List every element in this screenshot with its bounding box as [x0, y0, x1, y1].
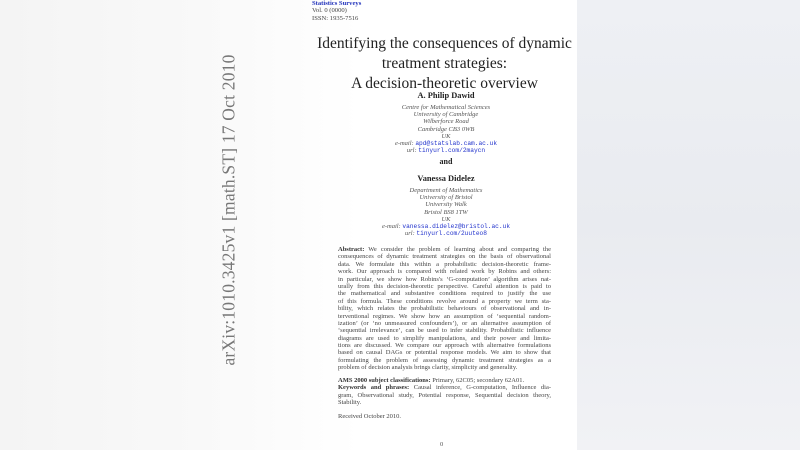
abstract-line: based on causal DAGs or potential response models. We aim to show that: [338, 349, 551, 357]
affiliation-line: Cambridge CB3 0WB: [417, 125, 475, 133]
abstract-line: ‘sequential irrelevance’, can be used to infer stability. Probabilistic influence: [338, 327, 551, 335]
email-link[interactable]: apd@statslab.cam.ac.uk: [415, 140, 498, 148]
abstract-line: consequences of dynamic treatment strategies on the basis of observational: [338, 253, 551, 261]
author-affiliation: [330, 187, 562, 237]
abstract-line: bility, which relates the probabilistic behaviours of observational and in-: [338, 305, 551, 313]
journal-issn: ISSN: 1935-7516: [312, 14, 359, 22]
title-line: A decision-theoretic overview: [351, 75, 538, 92]
abstract-text: We consider the problem of learning about and comparing the: [364, 246, 551, 253]
author-name: A. Philip Dawid: [417, 91, 475, 100]
abstract-line: formulating the problem of assessing dynamic treatment strategies as a: [338, 356, 551, 364]
title-line: Identifying the consequences of dynamic: [317, 35, 572, 52]
keywords-text: Stability.: [338, 399, 362, 407]
abstract-line: of this formula. These conditions revolve around a property we term sta-: [338, 297, 551, 305]
title-line: treatment strategies:: [381, 55, 508, 72]
page-number: 0: [440, 441, 444, 448]
abstract-line: urally from this decision-theoretic perspective. Careful attention is paid to: [338, 282, 551, 290]
viewer-background: [577, 0, 800, 450]
abstract-line: data. We formulate this within a probabilistic decision-theoretic frame-: [338, 260, 551, 268]
journal-name[interactable]: Statistics Surveys: [312, 0, 362, 7]
email-label: e-mail:: [394, 140, 414, 148]
affiliation-line: Centre for Mathematical Sciences: [401, 104, 491, 111]
journal-volume: Vol. 0 (0000): [312, 7, 347, 15]
email-label: e-mail:: [381, 223, 401, 231]
abstract-line: work. Our approach is compared with related work by Robins and others:: [338, 268, 551, 276]
ams-label: AMS 2000 subject classifications:: [338, 377, 431, 384]
email-link[interactable]: vanessa.didelez@bristol.ac.uk: [402, 223, 511, 231]
url-label: url:: [406, 147, 417, 155]
ams-text: Primary, 62C05; secondary 62A01.: [430, 377, 525, 384]
url-label: url:: [405, 230, 415, 238]
journal-header: [312, 0, 361, 22]
abstract-line: the mathematical and substantive conditions required to justify the use: [338, 290, 551, 298]
affiliation-line: Bristol BS8 1TW: [424, 208, 468, 216]
affiliation-line: UK: [441, 215, 451, 223]
abstract-line: [338, 246, 551, 253]
keywords-label: Keywords and phrases:: [338, 384, 410, 392]
abstract-line: terventional regimes. We show how an assumption of ‘sequential random-: [338, 312, 551, 320]
keywords-text: gram, Observational study, Potential response, Sequential decision theory,: [338, 391, 551, 399]
affiliation-line: Wilberforce Road: [423, 118, 469, 126]
abstract-line: ization’ (or ‘no unmeasured confounders’), or an alternative assumption of: [338, 319, 551, 327]
affiliation-line: Department of Mathematics: [409, 187, 483, 194]
abstract-line: diagrams are used to simplify manipulations, and their power and limita-: [338, 334, 551, 342]
received-date: Received October 2010.: [338, 413, 401, 420]
url-link[interactable]: tinyurl.com/2maycn: [418, 147, 486, 155]
abstract-line: tions are discussed. We compare our approach with alternative formulations: [338, 342, 551, 350]
affiliation-line: University of Cambridge: [413, 111, 479, 119]
author-affiliation: [330, 104, 562, 154]
paper-title: [312, 34, 577, 94]
abstract-label: Abstract:: [338, 246, 365, 253]
ams-classification: [338, 377, 551, 407]
arxiv-stamp: arXiv:1010.3425v1 [math.ST] 17 Oct 2010: [218, 54, 239, 366]
affiliation-line: UK: [441, 132, 451, 140]
and-text: and: [439, 157, 453, 166]
abstract-line: problem of decision analysis brings clarity, simplicity and generality.: [338, 364, 518, 372]
author-name: Vanessa Didelez: [417, 174, 475, 183]
affiliation-line: University of Bristol: [419, 194, 473, 202]
abstract-line: in particular, we show how Robins's ‘G-computation’ algorithm arises nat-: [338, 275, 551, 283]
url-link[interactable]: tinyurl.com/2uuteo8: [416, 230, 487, 238]
abstract: [338, 246, 551, 372]
keywords-text: Causal inference, G-computation, Influence dia-: [409, 384, 551, 392]
affiliation-line: University Walk: [425, 201, 467, 209]
